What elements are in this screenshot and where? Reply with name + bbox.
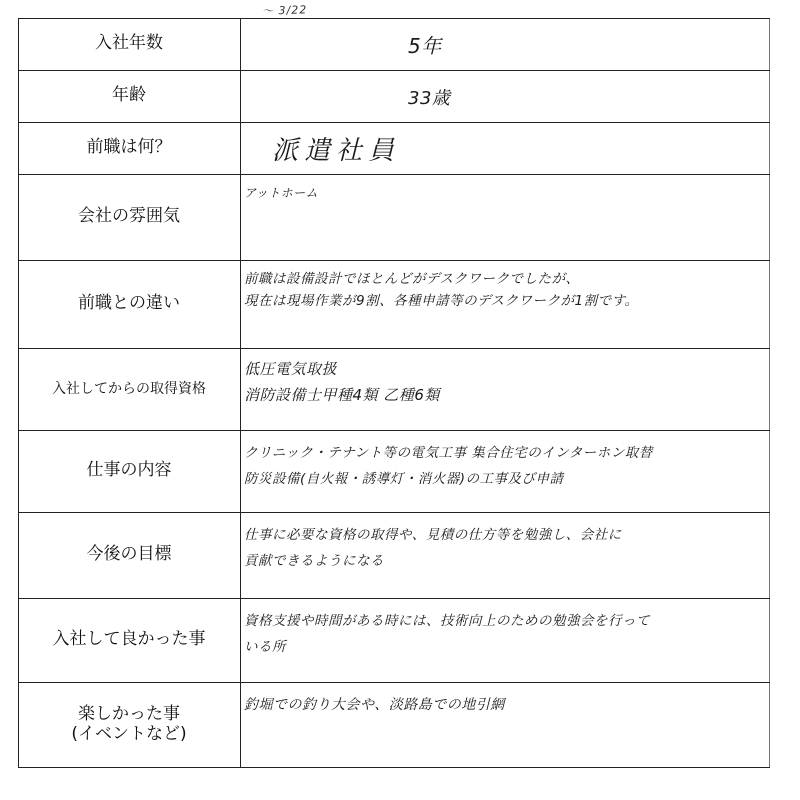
value-line: 貢献できるようになる bbox=[244, 553, 384, 569]
value-line: いる所 bbox=[244, 639, 286, 655]
row-label: 仕事の内容 bbox=[86, 460, 172, 481]
row-label bbox=[18, 682, 240, 767]
value-line: 仕事に必要な資格の取得や、見積の仕方等を勉強し、会社に bbox=[244, 527, 622, 543]
row-age bbox=[18, 70, 770, 122]
row-label: 年齢 bbox=[112, 85, 146, 106]
row-value bbox=[408, 30, 800, 59]
row-future-goals bbox=[18, 512, 770, 598]
row-label: 入社してからの取得資格 bbox=[52, 380, 206, 397]
row-value bbox=[244, 608, 764, 660]
row-label: 前職は何？ bbox=[86, 137, 172, 158]
value-line: 派遣社員 bbox=[272, 136, 401, 166]
row-label: 会社の雰囲気 bbox=[78, 206, 180, 227]
row-value bbox=[408, 84, 800, 110]
value-line: 資格支援や時間がある時には、技術向上のための勉強会を行って bbox=[244, 613, 650, 629]
interview-form bbox=[18, 18, 770, 768]
value-line: 現在は現場作業が9割、各種申請等のデスクワークが1割です。 bbox=[244, 293, 639, 309]
row-good-things bbox=[18, 598, 770, 682]
row-previous-job bbox=[18, 122, 770, 174]
row-fun-events bbox=[18, 682, 770, 767]
row-value bbox=[244, 268, 764, 312]
value-line: 釣堀での釣り大会や、淡路島での地引網 bbox=[244, 697, 505, 713]
row-company-atmosphere bbox=[18, 174, 770, 260]
row-label: 前職との違い bbox=[78, 293, 180, 314]
row-years-employed bbox=[18, 18, 770, 70]
date-note: 〜 3/22 bbox=[261, 3, 308, 18]
row-value bbox=[244, 440, 764, 492]
value-line: 33歳 bbox=[408, 88, 451, 109]
row-label: 今後の目標 bbox=[86, 544, 172, 565]
value-line: 前職は設備設計でほとんどがデスクワークでしたが、 bbox=[244, 271, 580, 287]
value-line: クリニック・テナント等の電気工事 集合住宅のインターホン取替 bbox=[244, 445, 653, 461]
row-label-sub: (イベントなど) bbox=[71, 723, 187, 744]
row-label-main: 楽しかった事 bbox=[78, 703, 180, 724]
value-line: 低圧電気取扱 bbox=[244, 360, 338, 378]
row-qualifications bbox=[18, 348, 770, 430]
row-value bbox=[244, 184, 764, 201]
row-value bbox=[272, 130, 792, 167]
row-label: 入社年数 bbox=[95, 33, 163, 54]
value-line: 消防設備士甲種4類 乙種6類 bbox=[244, 386, 440, 404]
value-line: アットホーム bbox=[244, 186, 319, 200]
value-line: 防災設備(自火報・誘導灯・消火器)の工事及び申請 bbox=[244, 471, 564, 487]
row-difference bbox=[18, 260, 770, 348]
row-label: 入社して良かった事 bbox=[52, 629, 206, 650]
row-value bbox=[244, 694, 764, 714]
row-job-content bbox=[18, 430, 770, 512]
value-line: 5年 bbox=[408, 34, 442, 58]
row-value bbox=[244, 522, 764, 574]
row-divider bbox=[18, 767, 770, 768]
row-value bbox=[244, 356, 764, 408]
